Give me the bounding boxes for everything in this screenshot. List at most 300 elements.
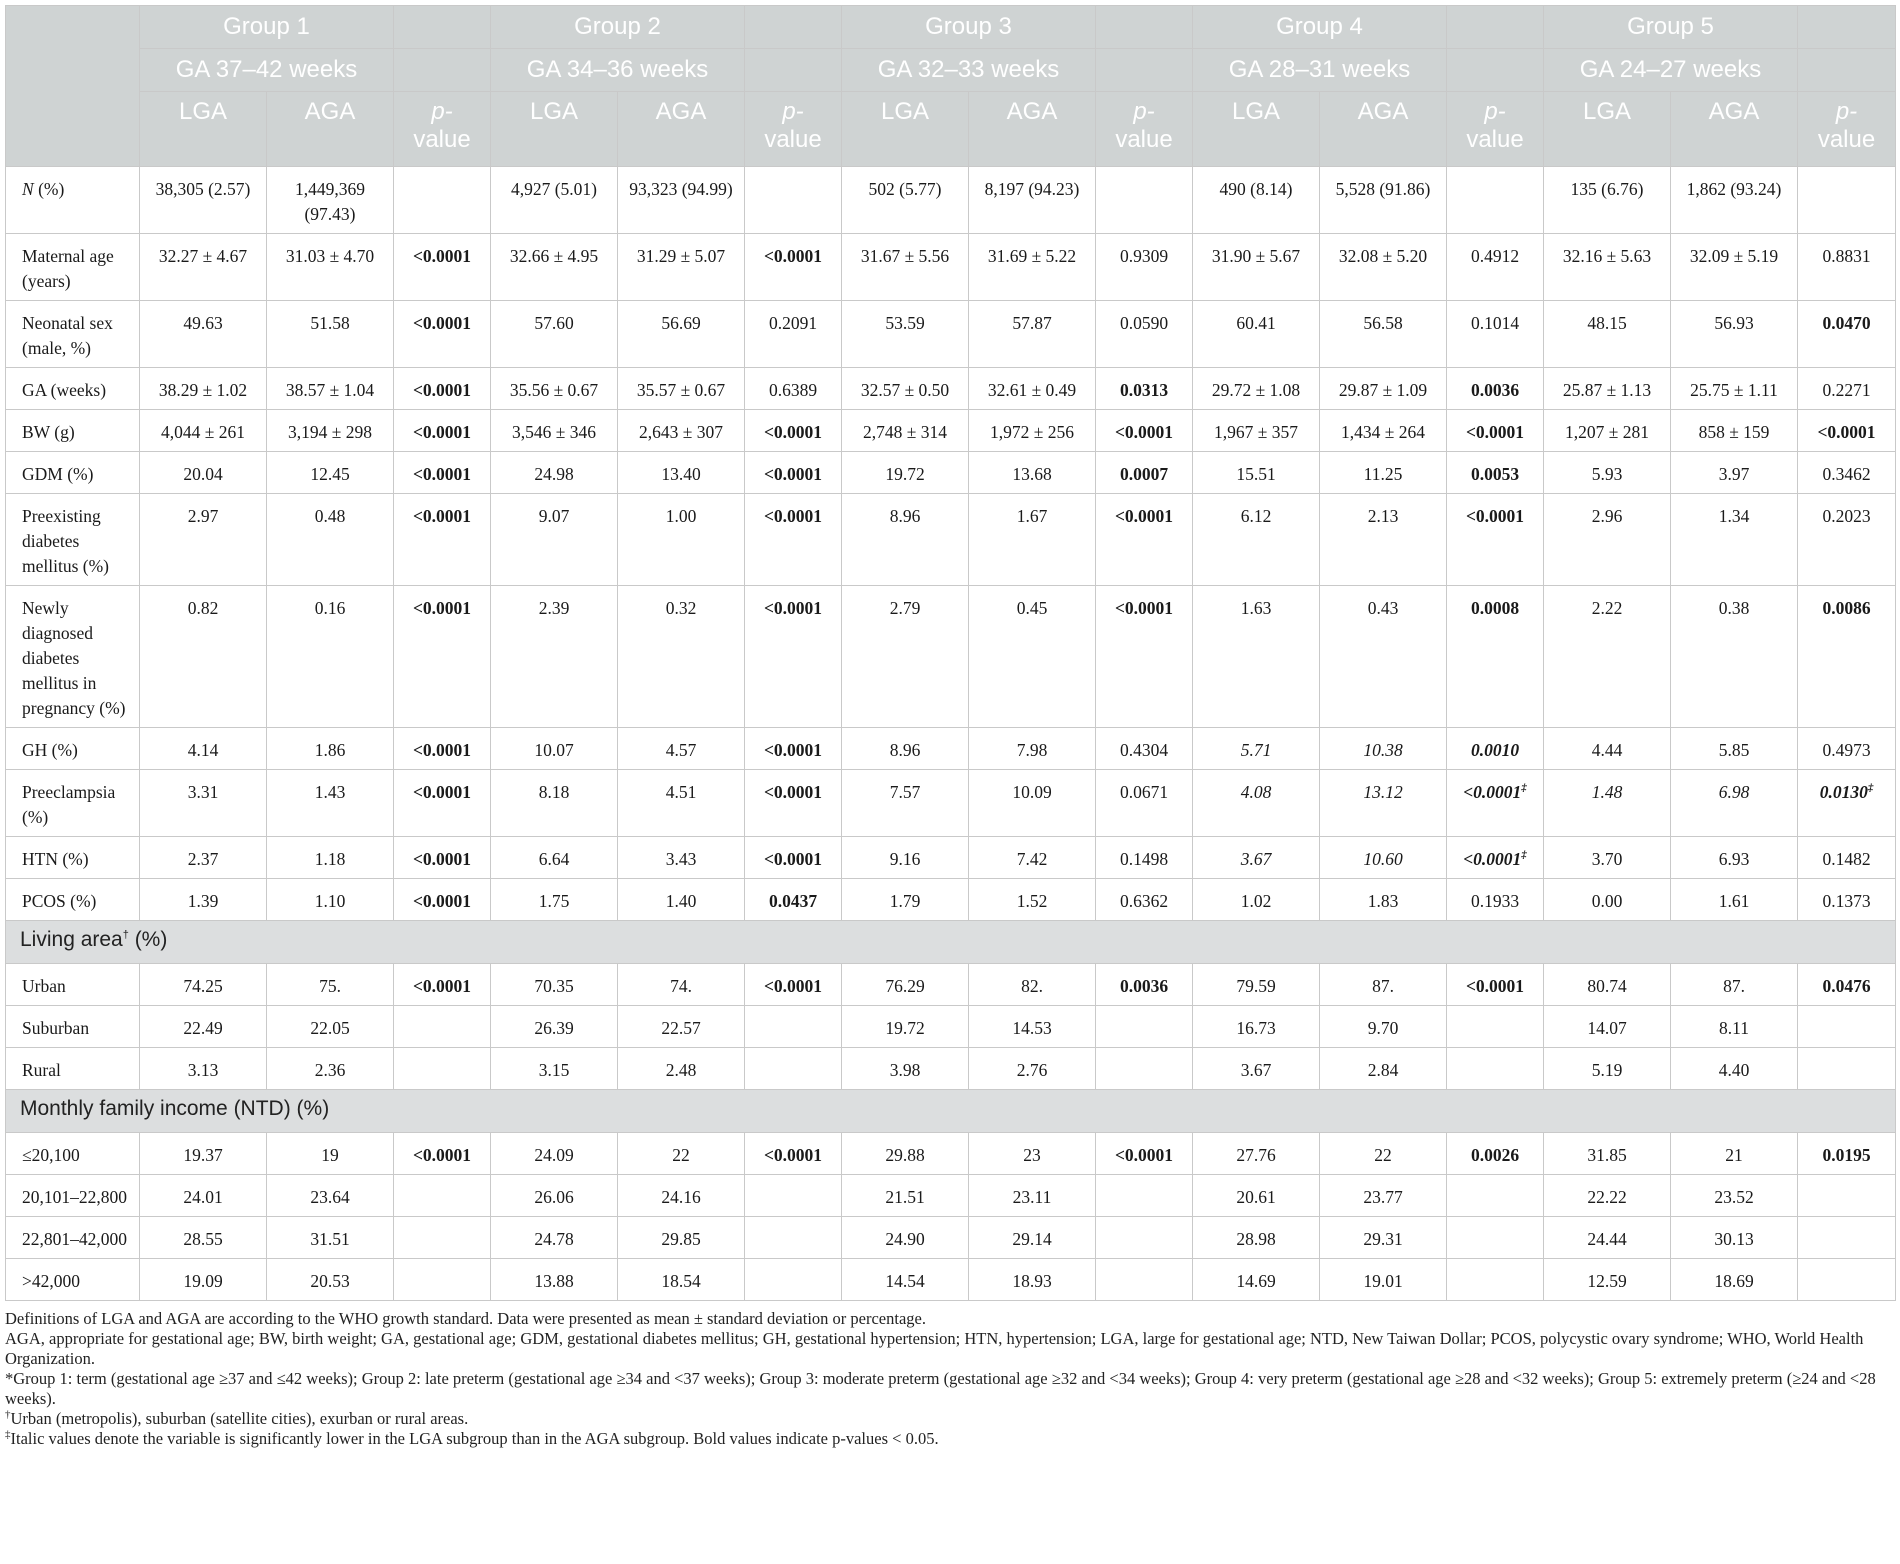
p-value-cell [745, 1217, 842, 1259]
cell-value: 1,449,369 (97.43) [295, 179, 365, 224]
cell-value: 0.2091 [768, 313, 818, 333]
aga-cell [267, 1048, 394, 1090]
row-label: GH (%) [6, 728, 140, 770]
lga-cell [1544, 728, 1671, 770]
section-header [6, 921, 1896, 964]
cell-value: 23 [1023, 1145, 1041, 1165]
value-label: value [1466, 126, 1524, 153]
lga-cell [842, 410, 969, 452]
aga-cell [1671, 770, 1798, 837]
p-value-cell [745, 879, 842, 921]
cell-value: <0.0001 [763, 1145, 823, 1165]
p-value-cell [1798, 1006, 1896, 1048]
aga-cell [1671, 837, 1798, 879]
cell-value: 4.08 [1240, 782, 1272, 802]
aga-cell [1671, 1048, 1798, 1090]
section-title: Living area [20, 928, 123, 951]
p-value-cell [1447, 837, 1544, 879]
cell-value: 28.55 [183, 1229, 223, 1249]
cell-value: 2.97 [187, 506, 219, 526]
aga-cell [267, 1175, 394, 1217]
cell-value: 0.4304 [1119, 740, 1169, 760]
aga-cell [618, 1175, 745, 1217]
cell-value: 9.07 [538, 506, 570, 526]
cell-value: 32.27 ± 4.67 [158, 246, 248, 266]
cell-value: 1.79 [889, 891, 921, 911]
cell-value: 14.69 [1236, 1271, 1276, 1291]
aga-cell [267, 1133, 394, 1175]
aga-cell [267, 1006, 394, 1048]
cell-value: 4.14 [187, 740, 219, 760]
cell-value: 74.25 [183, 976, 223, 996]
aga-cell [618, 1217, 745, 1259]
aga-cell [618, 586, 745, 728]
cell-value: 22 [672, 1145, 690, 1165]
aga-cell [1671, 964, 1798, 1006]
p-value-cell [1447, 167, 1544, 234]
cell-value: 82. [1021, 976, 1043, 996]
aga-cell [267, 452, 394, 494]
cell-value: 0.45 [1016, 598, 1048, 618]
table-row [6, 728, 1896, 770]
lga-cell [1544, 586, 1671, 728]
aga-cell [969, 1006, 1096, 1048]
p-value-column-header [1447, 92, 1544, 167]
cell-value: 0.0476 [1822, 976, 1871, 996]
cell-value: <0.0001 [763, 464, 823, 484]
lga-cell [1544, 1048, 1671, 1090]
cell-value: 2.13 [1367, 506, 1399, 526]
cell-value: 32.09 ± 5.19 [1689, 246, 1779, 266]
cell-value: 2.48 [665, 1060, 697, 1080]
aga-cell [618, 494, 745, 586]
p-value-cell [745, 1259, 842, 1301]
cell-value: 858 ± 159 [1698, 422, 1770, 442]
p-value-cell [745, 494, 842, 586]
aga-cell [618, 1048, 745, 1090]
lga-cell [1193, 879, 1320, 921]
p-value-cell [1447, 1006, 1544, 1048]
cell-value: 22.57 [661, 1018, 701, 1038]
p-value-cell [394, 234, 491, 301]
p-value-column-header [745, 92, 842, 167]
p-value-cell [1096, 586, 1193, 728]
lga-cell [842, 1048, 969, 1090]
p-value-cell [394, 1259, 491, 1301]
cell-value: <0.0001 [763, 976, 823, 996]
cell-value: <0.0001 [1463, 782, 1522, 802]
lga-cell [1544, 1175, 1671, 1217]
group-3-name: Group 3 [842, 6, 1096, 49]
p-value-cell [1798, 1175, 1896, 1217]
aga-cell [1320, 1259, 1447, 1301]
lga-cell [1544, 301, 1671, 368]
p-value-cell [1798, 494, 1896, 586]
cell-value: 12.59 [1587, 1271, 1627, 1291]
header-spacer [1447, 6, 1544, 49]
aga-column-header: AGA [618, 92, 745, 167]
p-value-cell [745, 1133, 842, 1175]
lga-cell [491, 368, 618, 410]
section-living-area [6, 921, 1896, 964]
lga-cell [1193, 167, 1320, 234]
cell-value: 31.67 ± 5.56 [860, 246, 950, 266]
aga-cell [969, 770, 1096, 837]
cell-value: 31.03 ± 4.70 [285, 246, 375, 266]
p-label: p- [1133, 98, 1155, 125]
cell-value: 0.0313 [1119, 380, 1169, 400]
aga-cell [618, 837, 745, 879]
cell-value: 1,967 ± 357 [1214, 422, 1298, 442]
cell-value: 4.51 [665, 782, 697, 802]
cell-value: 6.64 [538, 849, 570, 869]
p-value-cell [745, 452, 842, 494]
p-value-cell [1447, 879, 1544, 921]
p-value-cell [1096, 301, 1193, 368]
double-dagger-mark: ‡ [1867, 782, 1874, 795]
cell-value: 3.67 [1240, 849, 1272, 869]
cell-value: 0.0026 [1470, 1145, 1520, 1165]
aga-cell [267, 964, 394, 1006]
cell-value: <0.0001 [763, 782, 823, 802]
lga-cell [1544, 1217, 1671, 1259]
cell-value: 56.69 [661, 313, 701, 333]
cell-value: <0.0001 [412, 849, 472, 869]
table-row [6, 494, 1896, 586]
group-1-ga: GA 37–42 weeks [140, 49, 394, 92]
header-corner [6, 6, 140, 167]
p-value-cell [1447, 368, 1544, 410]
cell-value: 29.31 [1363, 1229, 1403, 1249]
p-value-cell [745, 964, 842, 1006]
cell-value: 14.07 [1587, 1018, 1627, 1038]
cell-value: <0.0001 [1114, 1145, 1174, 1165]
aga-cell [969, 1175, 1096, 1217]
cell-value: 35.56 ± 0.67 [509, 380, 599, 400]
aga-cell [1671, 1217, 1798, 1259]
aga-cell [267, 410, 394, 452]
cell-value: 0.0470 [1822, 313, 1871, 333]
cell-value: 32.66 ± 4.95 [509, 246, 599, 266]
cell-value: 28.98 [1236, 1229, 1276, 1249]
cell-value: 21.51 [885, 1187, 925, 1207]
lga-cell [1544, 368, 1671, 410]
table-row [6, 1048, 1896, 1090]
cell-value: 0.0086 [1822, 598, 1871, 618]
cell-value: 76.29 [885, 976, 925, 996]
p-value-cell [1447, 301, 1544, 368]
lga-cell [1544, 410, 1671, 452]
lga-cell [842, 301, 969, 368]
table-row [6, 586, 1896, 728]
lga-cell [140, 452, 267, 494]
lga-column-header: LGA [1544, 92, 1671, 167]
cell-value: 0.0671 [1119, 782, 1169, 802]
p-value-cell [394, 452, 491, 494]
p-value-cell [745, 770, 842, 837]
cell-value: 502 (5.77) [868, 179, 942, 199]
cell-value: 3.97 [1718, 464, 1750, 484]
lga-cell [491, 879, 618, 921]
cell-value: 0.1014 [1470, 313, 1520, 333]
row-label: N (%) [6, 167, 140, 234]
cell-value: 56.93 [1714, 313, 1754, 333]
aga-cell [267, 770, 394, 837]
aga-cell [618, 167, 745, 234]
header-spacer [394, 6, 491, 49]
lga-cell [1544, 1259, 1671, 1301]
lga-cell [1544, 1133, 1671, 1175]
value-label: value [764, 126, 822, 153]
group-4-name: Group 4 [1193, 6, 1447, 49]
cell-value: 29.14 [1012, 1229, 1052, 1249]
dagger-mark: † [5, 1408, 11, 1421]
p-value-cell [394, 301, 491, 368]
cell-value: 1.39 [187, 891, 219, 911]
lga-cell [1193, 1175, 1320, 1217]
aga-cell [1320, 452, 1447, 494]
cell-value: 0.0007 [1119, 464, 1169, 484]
lga-cell [491, 1175, 618, 1217]
aga-cell [1320, 234, 1447, 301]
aga-cell [1320, 1175, 1447, 1217]
aga-cell [1320, 1006, 1447, 1048]
aga-cell [267, 234, 394, 301]
lga-cell [842, 234, 969, 301]
aga-cell [1671, 1006, 1798, 1048]
p-label: p- [1835, 98, 1858, 125]
table-row [6, 368, 1896, 410]
aga-cell [267, 167, 394, 234]
p-value-cell [1096, 770, 1193, 837]
cell-value: 23.77 [1363, 1187, 1403, 1207]
section-monthly-income [6, 1090, 1896, 1133]
footnote-living-area-text: Urban (metropolis), suburban (satellite cities), exurban or rural areas. [10, 1409, 469, 1428]
cell-value: 5,528 (91.86) [1335, 179, 1431, 199]
cell-value: 1.83 [1367, 891, 1399, 911]
cell-value: 5.71 [1240, 740, 1272, 760]
table-container [5, 5, 1895, 1449]
aga-cell [618, 1259, 745, 1301]
aga-cell [267, 1217, 394, 1259]
aga-cell [1320, 494, 1447, 586]
cell-value: 32.61 ± 0.49 [987, 380, 1077, 400]
table-row [6, 1175, 1896, 1217]
lga-cell [1193, 586, 1320, 728]
aga-cell [618, 728, 745, 770]
data-table [5, 5, 1896, 1301]
cell-value: 60.41 [1236, 313, 1276, 333]
aga-cell [267, 368, 394, 410]
cell-value: 0.1933 [1470, 891, 1520, 911]
lga-cell [1193, 410, 1320, 452]
p-value-cell [1096, 879, 1193, 921]
table-row [6, 1259, 1896, 1301]
p-value-cell [1798, 837, 1896, 879]
p-value-cell [1798, 586, 1896, 728]
cell-value: 0.1373 [1822, 891, 1871, 911]
table-row [6, 879, 1896, 921]
lga-cell [842, 1133, 969, 1175]
cell-value: 0.4912 [1470, 246, 1520, 266]
cell-value: 0.9309 [1119, 246, 1169, 266]
cell-value: 49.63 [183, 313, 223, 333]
aga-cell [1320, 1048, 1447, 1090]
aga-cell [1671, 1175, 1798, 1217]
row-label: HTN (%) [6, 837, 140, 879]
header-spacer [1798, 6, 1896, 49]
value-label: value [413, 126, 471, 153]
cell-value: 0.2023 [1822, 506, 1871, 526]
aga-cell [969, 234, 1096, 301]
cell-value: 38,305 (2.57) [155, 179, 251, 199]
cell-value: 32.16 ± 5.63 [1562, 246, 1652, 266]
lga-cell [140, 1217, 267, 1259]
cell-value: 135 (6.76) [1570, 179, 1644, 199]
cell-value: 57.87 [1012, 313, 1052, 333]
cell-value: 24.90 [885, 1229, 925, 1249]
section-suffix: (%) [128, 928, 168, 951]
cell-value: <0.0001 [763, 506, 823, 526]
cell-value: 0.0053 [1470, 464, 1520, 484]
aga-cell [1671, 586, 1798, 728]
p-value-cell [394, 167, 491, 234]
p-value-cell [1447, 410, 1544, 452]
table-row [6, 452, 1896, 494]
row-label: Suburban [6, 1006, 140, 1048]
cell-value: 80.74 [1587, 976, 1627, 996]
dagger-mark: † [122, 929, 129, 941]
table-row [6, 234, 1896, 301]
cell-value: <0.0001 [412, 246, 472, 266]
table-row [6, 837, 1896, 879]
cell-value: 4,044 ± 261 [161, 422, 245, 442]
aga-cell [969, 410, 1096, 452]
cell-value: 19 [321, 1145, 339, 1165]
cell-value: 25.87 ± 1.13 [1562, 380, 1652, 400]
aga-cell [1320, 879, 1447, 921]
double-dagger-mark: ‡ [1521, 782, 1527, 795]
cell-value: 75. [319, 976, 341, 996]
group-3-ga: GA 32–33 weeks [842, 49, 1096, 92]
footnote-italic-bold [5, 1429, 1889, 1449]
cell-value: 8.96 [889, 740, 921, 760]
cell-value: 27.76 [1236, 1145, 1276, 1165]
cell-value: 5.85 [1718, 740, 1750, 760]
p-value-cell [1447, 1175, 1544, 1217]
cell-value: <0.0001 [412, 782, 472, 802]
aga-cell [969, 368, 1096, 410]
aga-cell [1320, 770, 1447, 837]
cell-value: 2.84 [1367, 1060, 1399, 1080]
cell-value: 24.16 [661, 1187, 701, 1207]
cell-value: 18.93 [1012, 1271, 1052, 1291]
cell-value: 1.52 [1016, 891, 1048, 911]
cell-value: 3.98 [889, 1060, 921, 1080]
p-value-cell [745, 586, 842, 728]
lga-cell [491, 728, 618, 770]
cell-value: 24.98 [534, 464, 574, 484]
cell-value: <0.0001 [412, 1145, 472, 1165]
lga-cell [491, 234, 618, 301]
cell-value: 10.60 [1363, 849, 1403, 869]
cell-value: 10.07 [534, 740, 574, 760]
table-row [6, 1006, 1896, 1048]
cell-value: 0.82 [187, 598, 219, 618]
cell-value: 23.64 [310, 1187, 350, 1207]
aga-cell [969, 452, 1096, 494]
cell-value: 2.96 [1591, 506, 1623, 526]
cell-value: <0.0001 [412, 740, 472, 760]
aga-cell [267, 728, 394, 770]
cell-value: 0.0130 [1819, 782, 1868, 802]
p-value-cell [1447, 964, 1544, 1006]
cell-value: 31.29 ± 5.07 [636, 246, 726, 266]
p-value-cell [1096, 964, 1193, 1006]
cell-value: 9.70 [1367, 1018, 1399, 1038]
p-value-cell [1096, 167, 1193, 234]
cell-value: 29.87 ± 1.09 [1338, 380, 1428, 400]
cell-value: <0.0001 [763, 422, 823, 442]
cell-value: 2.76 [1016, 1060, 1048, 1080]
cell-value: 1.75 [538, 891, 570, 911]
p-value-cell [745, 1006, 842, 1048]
cell-value: 18.69 [1714, 1271, 1754, 1291]
p-value-cell [1447, 1048, 1544, 1090]
p-value-cell [1096, 368, 1193, 410]
footnote-definitions: Definitions of LGA and AGA are according to the WHO growth standard. Data were presented as mean ± standard deviation or percentage. [5, 1309, 926, 1328]
aga-cell [618, 879, 745, 921]
aga-cell [1671, 410, 1798, 452]
lga-cell [842, 1006, 969, 1048]
lga-cell [491, 1217, 618, 1259]
row-label: PCOS (%) [6, 879, 140, 921]
lga-cell [1193, 1006, 1320, 1048]
table-footnotes [5, 1309, 1895, 1449]
aga-cell [1671, 494, 1798, 586]
table-header [6, 6, 1896, 167]
cell-value: <0.0001 [412, 380, 472, 400]
cell-value: 5.93 [1591, 464, 1623, 484]
lga-cell [1544, 234, 1671, 301]
footnote-living-area [5, 1409, 1889, 1429]
cell-value: <0.0001 [1465, 506, 1525, 526]
p-value-cell [1447, 452, 1544, 494]
row-label: 22,801–42,000 [6, 1217, 140, 1259]
aga-cell [1671, 368, 1798, 410]
header-spacer [745, 6, 842, 49]
p-value-cell [1447, 586, 1544, 728]
p-value-cell [1096, 1133, 1193, 1175]
cell-value: 0.0590 [1119, 313, 1169, 333]
cell-value: 7.42 [1016, 849, 1048, 869]
cell-value: 2.36 [314, 1060, 346, 1080]
cell-value: 24.44 [1587, 1229, 1627, 1249]
cell-value: 13.68 [1012, 464, 1052, 484]
cell-value: 48.15 [1587, 313, 1627, 333]
p-value-cell [1096, 837, 1193, 879]
cell-value: 1.00 [665, 506, 697, 526]
aga-cell [618, 452, 745, 494]
aga-cell [618, 234, 745, 301]
cell-value: 20.61 [1236, 1187, 1276, 1207]
lga-cell [842, 964, 969, 1006]
cell-value: <0.0001 [763, 598, 823, 618]
cell-value: 0.16 [314, 598, 346, 618]
cell-value: 3,194 ± 298 [288, 422, 372, 442]
cell-value: 53.59 [885, 313, 925, 333]
cell-value: 1.67 [1016, 506, 1048, 526]
